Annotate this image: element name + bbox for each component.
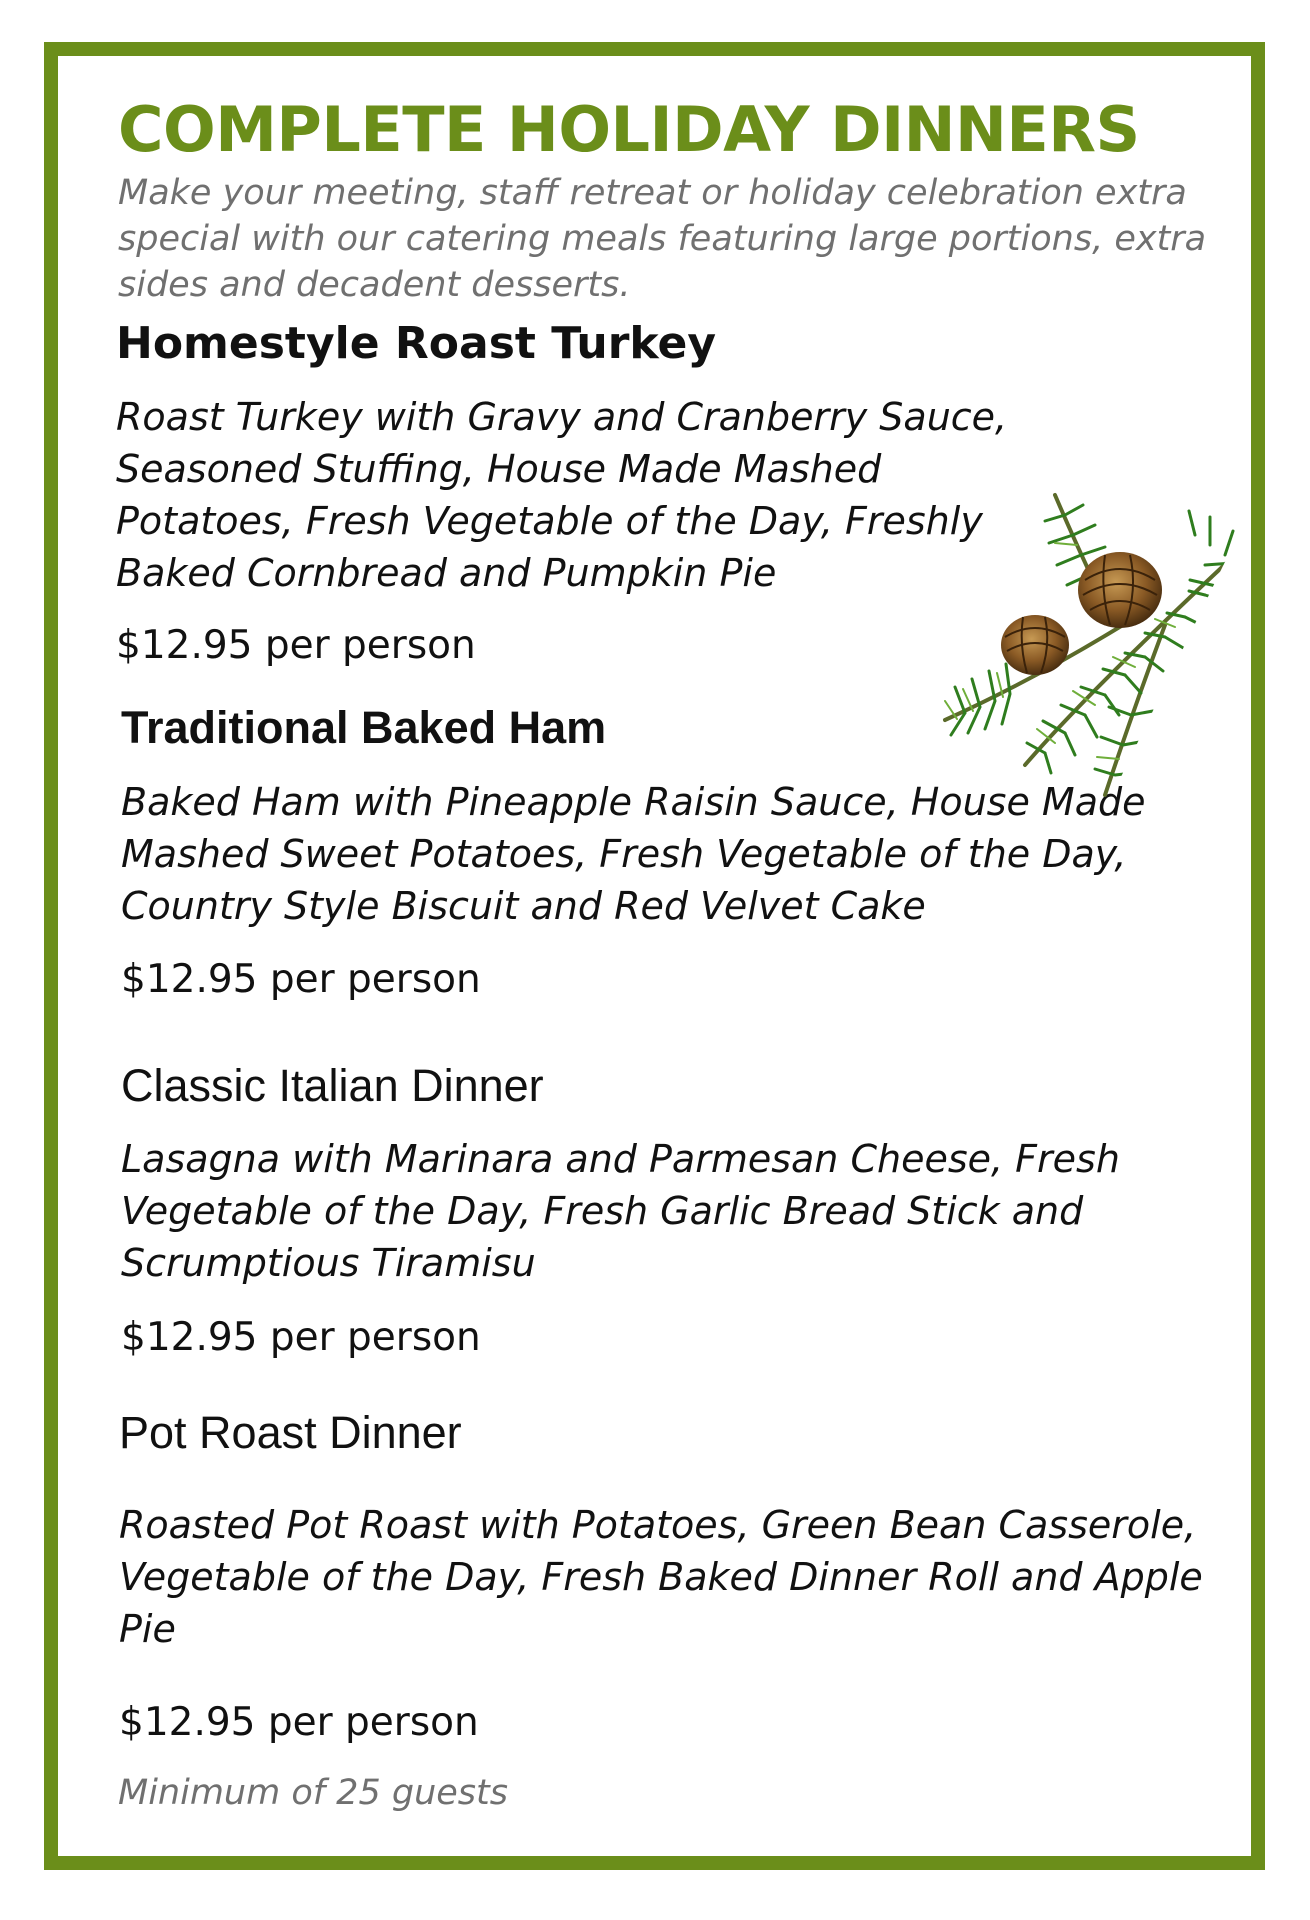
menu-item-name-italian: Classic Italian Dinner xyxy=(121,1060,544,1111)
menu-item-name-pot-roast: Pot Roast Dinner xyxy=(119,1407,462,1458)
menu-item-price-ham: $12.95 per person xyxy=(121,957,481,1002)
menu-item-description-pot-roast: Roasted Pot Roast with Potatoes, Green Bean Casserole, Vegetable of the Day, Fresh Baked Dinner Roll and Apple Pie xyxy=(119,1503,1203,1651)
intro-text: Make your meeting, staff retreat or holiday celebration extra special with our catering meals featuring large portions, extra sides and decadent desserts. xyxy=(118,173,1207,305)
menu-item-description-ham: Baked Ham with Pineapple Raisin Sauce, House Made Mashed Sweet Potatoes, Fresh Vegetable of the Day, Country Style Biscuit and Red Velvet Cake xyxy=(121,780,1146,928)
menu-item-name-turkey: Homestyle Roast Turkey xyxy=(116,318,717,369)
menu-item-name-ham: Traditional Baked Ham xyxy=(121,702,607,753)
page-title: COMPLETE HOLIDAY DINNERS xyxy=(118,93,1140,166)
pine-cone-icon xyxy=(905,475,1250,810)
menu-item-description-italian: Lasagna with Marinara and Parmesan Cheese, Fresh Vegetable of the Day, Fresh Garlic Bread Stick and Scrumptious Tiramisu xyxy=(121,1137,1120,1285)
minimum-guests-note: Minimum of 25 guests xyxy=(118,1773,508,1813)
menu-item-description-turkey: Roast Turkey with Gravy and Cranberry Sauce, Seasoned Stuffing, House Made Mashed Potatoes, Fresh Vegetable of the Day, Freshly Baked Cornbread and Pumpkin Pie xyxy=(116,395,1008,595)
menu-item-price-pot-roast: $12.95 per person xyxy=(119,1700,479,1745)
menu-item-price-italian: $12.95 per person xyxy=(121,1315,481,1360)
menu-item-price-turkey: $12.95 per person xyxy=(116,623,476,668)
